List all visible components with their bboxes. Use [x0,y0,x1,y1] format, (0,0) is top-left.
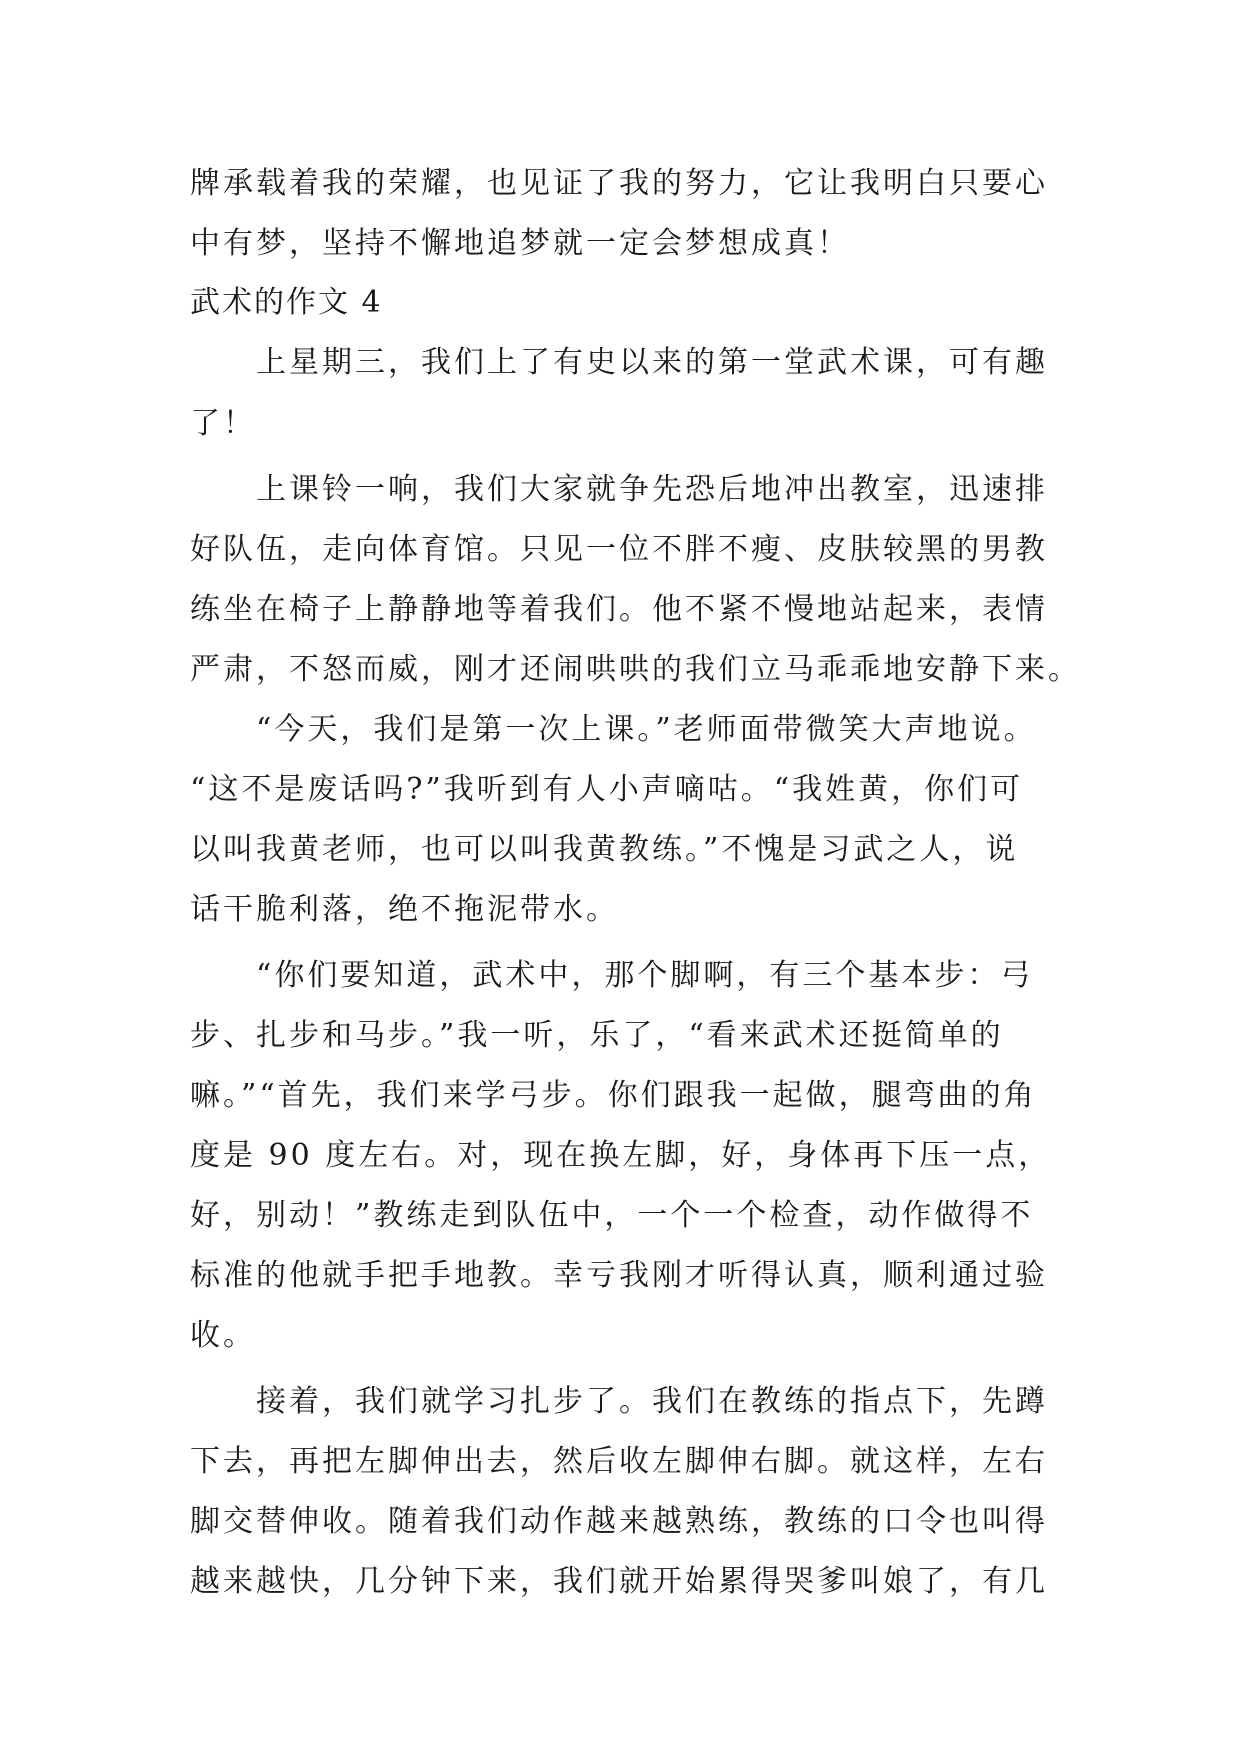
body-text-line: “这不是废话吗?”我听到有人小声嘀咕。“我姓黄，你们可 [190,772,1024,807]
body-text-line: 度是 90 度左右。对，现在换左脚，好，身体再下压一点， [190,1138,1052,1173]
body-text-line: 收。 [190,1318,256,1353]
body-text-line: 牌承载着我的荣耀，也见证了我的努力，它让我明白只要心 [190,166,1048,201]
body-text-line: 嘛。”“首先，我们来学弓步。你们跟我一起做，腿弯曲的角 [190,1078,1037,1113]
body-text-line: 脚交替伸收。随着我们动作越来越熟练，教练的口令也叫得 [190,1504,1048,1539]
body-text-line: 越来越快，几分钟下来，我们就开始累得哭爹叫娘了，有几 [190,1564,1048,1599]
body-text-line: 接着，我们就学习扎步了。我们在教练的指点下，先蹲 [190,1384,1048,1419]
body-text-line: 标准的他就手把手地教。幸亏我刚才听得认真，顺利通过验 [190,1258,1048,1293]
body-text-line: 了！ [190,406,256,441]
body-text-line: 练坐在椅子上静静地等着我们。他不紧不慢地站起来，表情 [190,592,1048,627]
section-heading: 武术的作文 4 [190,285,383,320]
body-text-line: 严肃，不怒而威，刚才还闹哄哄的我们立马乖乖地安静下来。 [190,652,1081,687]
body-text-line: 话干脆利落，绝不拖泥带水。 [190,892,619,927]
body-text-line: 以叫我黄老师，也可以叫我黄教练。”不愧是习武之人，说 [190,832,1019,867]
body-text-line: “你们要知道，武术中，那个脚啊，有三个基本步：弓 [190,958,1034,993]
body-text-line: “今天，我们是第一次上课。”老师面带微笑大声地说。 [190,712,1037,747]
body-text-line: 步、扎步和马步。”我一听，乐了，“看来武术还挺简单的 [190,1018,1004,1053]
body-text-line: 好，别动！”教练走到队伍中，一个一个检查，动作做得不 [190,1198,1034,1233]
body-text-line: 中有梦，坚持不懈地追梦就一定会梦想成真！ [190,226,850,261]
body-text-line: 好队伍，走向体育馆。只见一位不胖不瘦、皮肤较黑的男教 [190,532,1048,567]
body-text-line: 上课铃一响，我们大家就争先恐后地冲出教室，迅速排 [190,472,1048,507]
body-text-line: 上星期三，我们上了有史以来的第一堂武术课，可有趣 [190,345,1048,380]
body-text-line: 下去，再把左脚伸出去，然后收左脚伸右脚。就这样，左右 [190,1444,1048,1479]
